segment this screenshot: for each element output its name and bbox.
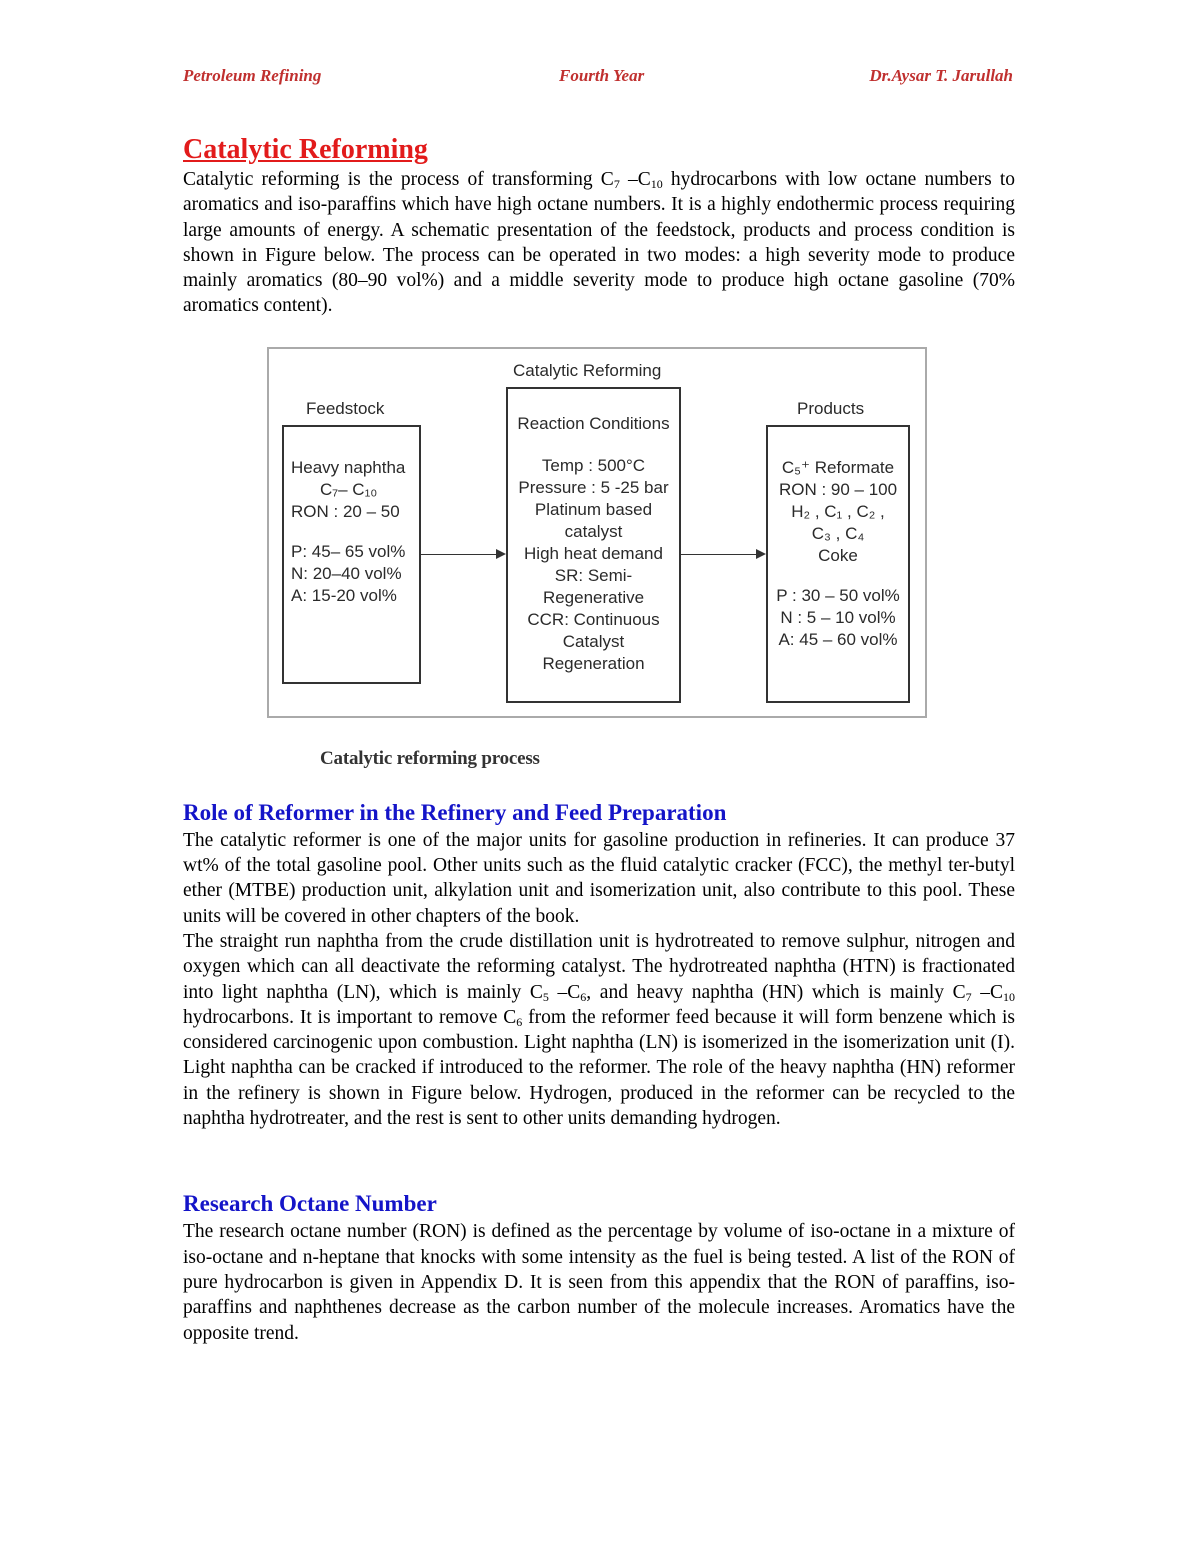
conditions-title: Reaction Conditions xyxy=(517,413,670,433)
condition-line-4: catalyst xyxy=(564,521,623,541)
feedstock-box xyxy=(282,425,421,684)
feed-line-3: RON : 20 – 50 xyxy=(291,501,400,521)
page-title: Catalytic Reforming xyxy=(183,134,428,165)
role-paragraph-2: The straight run naphtha from the crude distillation unit is hydrotreated to remove sulphur, nitrogen and oxygen which can all deactivate the reforming catalyst. The hydrotreated naphtha (HTN) is fractionated into light naphtha (LN), which is mainly $C_5$ $-C_6$, and heavy naphtha (HN) which is mainly $C_7$ $-C_{10}$ hydrocarbons. It is important to remove $C_6$ from the reformer feed because it will form benzene which is considered carcinogenic upon combustion. Light naphtha (LN) is isomerized in the isomerization unit (I). Light naphtha can be cracked if introduced to the reformer. The role of the heavy naphtha (HN) reformer in the refinery is shown in Figure below. Hydrogen, produced in the reformer can be recycled to the naphtha hydrotreater, and the rest is sent to other units demanding hydrogen. xyxy=(183,930,1016,1130)
reaction-conditions-box xyxy=(506,387,681,703)
condition-line-1: Temp : 500°C xyxy=(541,455,646,475)
header-year: Fourth Year xyxy=(559,66,645,85)
figure-top-label: Catalytic Reforming xyxy=(513,360,662,380)
product-line-7: N : 5 – 10 vol% xyxy=(780,607,896,627)
condition-line-2: Pressure : 5 -25 bar xyxy=(518,477,669,497)
product-line-6: P : 30 – 50 vol% xyxy=(776,585,900,605)
feed-to-reactor-arrow-icon xyxy=(421,554,504,555)
condition-line-8: CCR: Continuous xyxy=(527,609,660,629)
product-line-1: C₅⁺ Reformate xyxy=(781,457,895,477)
ron-paragraph: The research octane number (RON) is defined as the percentage by volume of iso-octane in a mixture of iso-octane and n-heptane that knocks with some intensity as the fuel is being tested. A list of the RON of pure hydrocarbon is given in Appendix D. It is seen from this appendix that the RON of paraffins, iso-paraffins and naphthenes decrease as the carbon number of the molecule increases. Aromatics have the opposite trend. xyxy=(183,1221,1015,1344)
product-line-3: H₂ , C₁ , C₂ , xyxy=(791,501,885,521)
feed-line-2: C₇– C₁₀ xyxy=(320,479,378,499)
condition-line-5: High heat demand xyxy=(524,543,663,563)
header-author: Dr.Aysar T. Jarullah xyxy=(869,66,1013,85)
condition-line-6: SR: Semi- xyxy=(554,565,633,585)
feed-line-6: A: 15-20 vol% xyxy=(291,585,397,605)
condition-line-3: Platinum based xyxy=(534,499,653,519)
condition-line-9: Catalyst xyxy=(562,631,625,651)
document-body xyxy=(183,133,1015,1346)
product-line-4: C₃ , C₄ xyxy=(811,523,865,543)
page-header xyxy=(183,66,1013,90)
feedstock-label: Feedstock xyxy=(306,398,385,418)
reactor-to-products-arrow-icon xyxy=(681,554,764,555)
intro-paragraph: Catalytic reforming is the process of transforming $C_7$ $-C_{10}$ hydrocarbons with low octane numbers to aromatics and iso-paraffins which have high octane numbers. It is a highly endothermic process requiring large amounts of energy. A schematic presentation of the feedstock, products and process condition is shown in Figure below. The process can be operated in two modes: a high severity mode to produce mainly aromatics (80–90 vol%) and a middle severity mode to produce high octane gasoline (70% aromatics content). xyxy=(183,169,1015,317)
product-line-5: Coke xyxy=(818,545,858,565)
role-paragraph-1: The catalytic reformer is one of the major units for gasoline production in refineries. It can produce 37 wt% of the total gasoline pool. Other units such as the fluid catalytic cracker (FCC), the methyl ter-butyl ether (MTBE) production unit, alkylation unit and isomerization unit, also contribute to this pool. These units will be covered in other chapters of the book. xyxy=(183,829,1015,927)
figure-caption: Catalytic reforming process xyxy=(320,747,540,769)
product-line-2: RON : 90 – 100 xyxy=(778,479,898,499)
condition-line-10: Regeneration xyxy=(542,653,645,673)
products-label: Products xyxy=(797,398,865,418)
ron-section-heading: Research Octane Number xyxy=(183,1191,437,1217)
feed-line-4: P: 45– 65 vol% xyxy=(291,541,406,561)
feed-line-5: N: 20–40 vol% xyxy=(291,563,402,583)
role-section-heading: Role of Reformer in the Refinery and Feed Preparation xyxy=(183,799,727,825)
product-line-8: A: 45 – 60 vol% xyxy=(778,629,898,649)
header-course: Petroleum Refining xyxy=(183,66,322,85)
feed-line-1: Heavy naphtha xyxy=(291,457,406,477)
reforming-schematic xyxy=(267,347,927,718)
condition-line-7: Regenerative xyxy=(542,587,645,607)
products-box xyxy=(766,425,910,703)
